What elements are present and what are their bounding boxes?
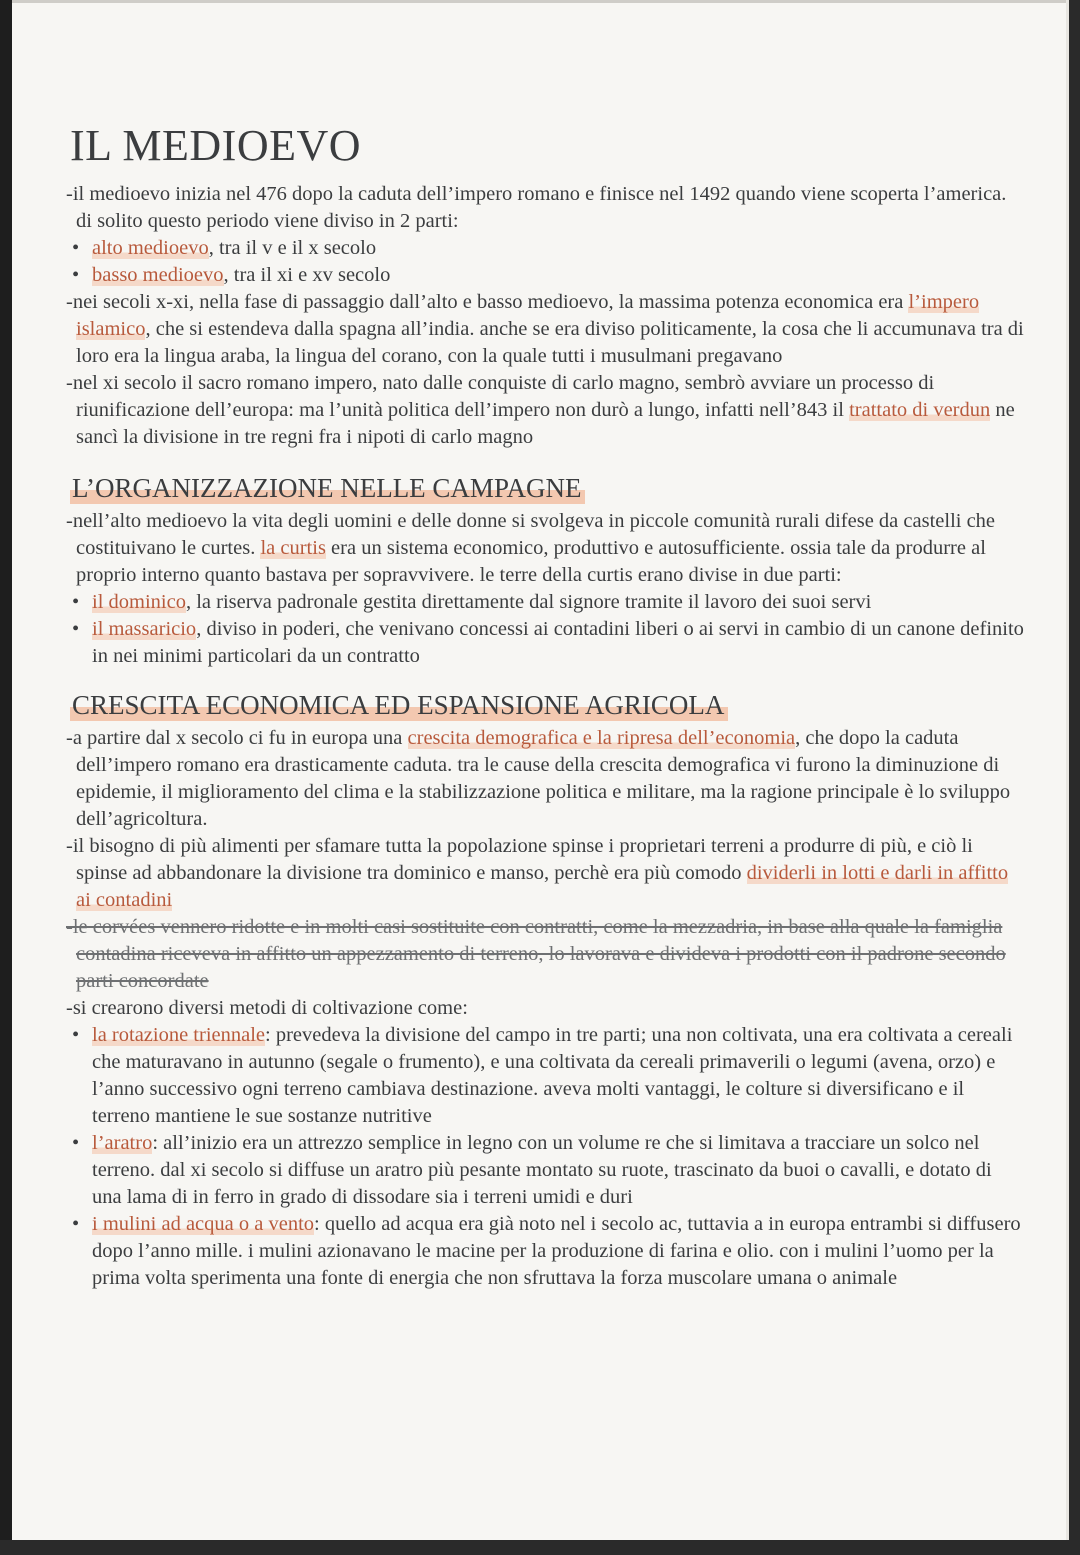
- document-content: [66, 120, 1026, 1292]
- highlight-term: l’impero islamico: [76, 291, 980, 340]
- highlight-term: la curtis: [260, 537, 326, 559]
- section-heading-campagne: L’ORGANIZZAZIONE NELLE CAMPAGNE: [70, 473, 585, 504]
- highlight-term: alto medioevo: [92, 237, 209, 259]
- highlight-term: l’aratro: [92, 1132, 153, 1154]
- intro-paragraph-1: -il medioevo inizia nel 476 dopo la caduta dell’impero romano e finisce nel 1492 quando viene scoperta l’america. di solito questo periodo viene diviso in 2 parti:: [66, 183, 1007, 232]
- list-item: [92, 262, 1026, 289]
- page-top-edge: [0, 0, 1066, 3]
- metodi-list: [66, 1022, 1026, 1292]
- crescita-paragraph-2: [66, 833, 1026, 914]
- list-item: [92, 1022, 1026, 1130]
- list-item: [92, 1211, 1026, 1292]
- highlight-term: il dominico: [92, 591, 186, 613]
- list-item: [92, 1130, 1026, 1211]
- list-item-text: : quello ad acqua era già noto nel i secolo ac, tuttavia a in europa entrambi si diffusero dopo l’anno mille. i mulini azionavano le macine per la produzione di farina e olio. con i mulini l’uomo per la prima volta sperimenta una fonte di energia che non sfruttava la forza muscolare umana o animale: [92, 1213, 1021, 1289]
- intro-paragraph-2: [66, 289, 1026, 370]
- intro-list: [66, 235, 1026, 289]
- list-item-text: , tra il v e il x secolo: [208, 237, 377, 259]
- intro-paragraph-3: [66, 370, 1026, 451]
- section-heading-crescita: CRESCITA ECONOMICA ED ESPANSIONE AGRICOLA: [70, 690, 728, 721]
- crescita-paragraph-4: -si crearono diversi metodi di coltivazione come:: [66, 997, 468, 1019]
- paragraph-text: , che si estendeva dalla spagna all’india. anche se era diviso politicamente, la cosa che li accumunava tra di loro era la lingua araba, la lingua del corano, con la quale tutti i musulmani pregavano: [76, 318, 1024, 367]
- paragraph-text: , che dopo la caduta dell’impero romano era drasticamente caduta. tra le cause della crescita demografica vi furono la diminuzione di epidemie, il miglioramento del clima e la stabilizzazione politica e militare, ma la ragione principale è lo sviluppo dell’agricoltura.: [76, 727, 1011, 830]
- list-item: [92, 589, 1026, 616]
- list-item-text: : all’inizio era un attrezzo semplice in legno con un volume re che si limitava a tracciare un solco nel terreno. dal xi secolo si diffuse un aratro più pesante montato su ruote, trascinato da buoi o cavalli, e dotato di una lama di in ferro in grado di dissodare sia i terreni umidi e duri: [92, 1132, 992, 1208]
- curtis-list: [66, 589, 1026, 670]
- list-item: [92, 616, 1026, 670]
- crossed-out-paragraph: -le corvées vennero ridotte e in molti casi sostituite con contratti, come la mezzadria, in base alla quale la famiglia contadina riceveva in affitto un appezzamento di terreno, lo lavorava e divideva i prodotti con il padrone secondo parti concordate: [66, 916, 1006, 992]
- paragraph-text: -nell’alto medioevo la vita degli uomini e delle donne si svolgeva in piccole comunità rurali difese da castelli che costituivano le curtes.: [66, 510, 996, 559]
- highlight-term: trattato di verdun: [849, 399, 991, 421]
- highlight-term: la rotazione triennale: [92, 1024, 266, 1046]
- list-item-text: : prevedeva la divisione del campo in tre parti; una non coltivata, una era coltivata a cereali che maturavano in autunno (segale o frumento), e una coltivata da cereali primaverili o legumi (avena, orzo) e l’anno successivo ogni terreno cambiava destinazione. aveva molti vantaggi, le colture si diversificano e il terreno mantiene le sue sostanze nutritive: [92, 1024, 1013, 1127]
- highlight-term: dividerli in lotti e darli in affitto ai contadini: [76, 862, 1009, 911]
- paragraph-text: -il bisogno di più alimenti per sfamare tutta la popolazione spinse i proprietari terreni a produrre di più, e ciò li spinse ad abbandonare la divisione tra dominico e manso, perchè era più comodo: [66, 835, 973, 884]
- page-left-edge: [0, 0, 12, 1540]
- highlight-term: crescita demografica e la ripresa dell’economia: [407, 727, 796, 749]
- campagne-paragraph-1: [66, 508, 1026, 589]
- highlight-term: basso medioevo: [92, 264, 224, 286]
- paragraph-text: ne sancì la divisione in tre regni fra i nipoti di carlo magno: [76, 399, 1015, 448]
- paragraph-text: -nel xi secolo il sacro romano impero, nato dalle conquiste di carlo magno, sembrò avviare un processo di riunificazione dell’europa: ma l’unità politica dell’impero non durò a lungo, infatti nell’843 il: [66, 372, 935, 421]
- highlight-term: i mulini ad acqua o a vento: [92, 1213, 315, 1235]
- paragraph-text: -a partire dal x secolo ci fu in europa una: [66, 727, 408, 749]
- paragraph-text: -nei secoli x-xi, nella fase di passaggio dall’alto e basso medioevo, la massima potenza economica era: [66, 291, 909, 313]
- page-title: IL MEDIOEVO: [70, 121, 362, 170]
- list-item: [92, 235, 1026, 262]
- paragraph-text: era un sistema economico, produttivo e autosufficiente. ossia tale da produrre al proprio interno quanto bastava per sopravvivere. le terre della curtis erano divise in due parti:: [76, 537, 986, 586]
- list-item-text: , la riserva padronale gestita direttamente dal signore tramite il lavoro dei suoi servi: [185, 591, 872, 613]
- highlight-term: il massaricio: [92, 618, 197, 640]
- list-item-text: , diviso in poderi, che venivano concessi ai contadini liberi o ai servi in cambio di un canone definito in nei minimi particolari da un contratto: [92, 618, 1024, 667]
- crescita-paragraph-1: [66, 725, 1026, 833]
- list-item-text: , tra il xi e xv secolo: [223, 264, 391, 286]
